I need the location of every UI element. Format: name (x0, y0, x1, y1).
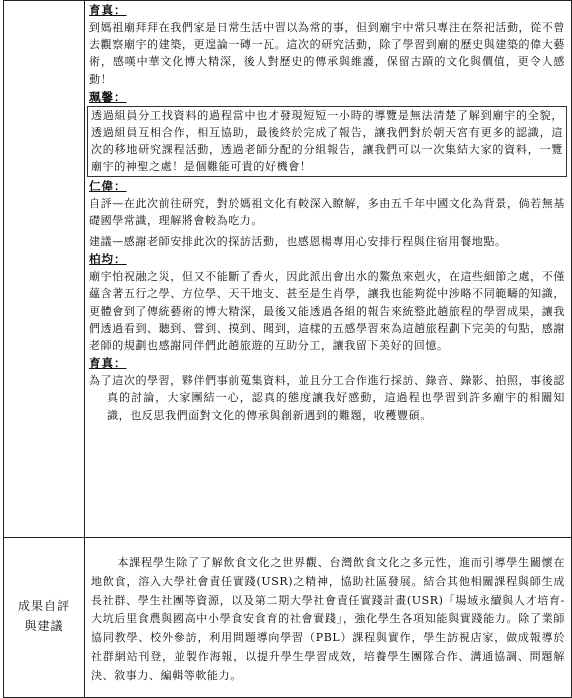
reflection-text: 為了這次的學習，夥伴們事前蒐集資料，並且分工合作進行採訪、錄音、錄影、拍照，事後認真的討論，大家團結一心，認真的態度讓我好感動，這過程也學習到許多廟宇的相關知識，也反思我們面對文化的傳承與創新遇到的難題，收穫豐碩。 (89, 374, 565, 422)
summary-label-cell (4, 538, 85, 698)
reflection-bojun (85, 252, 571, 354)
summary-row (4, 538, 572, 698)
report-table (3, 0, 572, 698)
reflection-content-cell (85, 1, 572, 538)
report-page (3, 0, 569, 693)
reflection-name: 育真： (89, 356, 127, 371)
reflection-renwei (85, 179, 571, 251)
summary-label (4, 538, 84, 693)
reflection-label-cell (4, 1, 85, 538)
reflection-name: 仁偉： (89, 178, 127, 193)
reflection-name: 育真： (89, 3, 127, 17)
reflection-yuzhen-2 (85, 356, 571, 424)
reflection-text: 透過組員分工找資料的過程當中也才發現短短一小時的導覽是無法清楚了解到廟宇的全貌，透過組員互相合作，相互協助，最後終於完成了報告，讓我們對於朝天宮有更多的認識，這次的移地研究課程活動，透過老師分配的分組報告，讓我們可以一次集結大家的資料，一覽廟宇的神聖之處！是個難能可貴的好機會！ (91, 108, 563, 174)
summary-content-cell (85, 538, 572, 698)
reflection-name: 柏均： (89, 252, 127, 267)
summary-text: 本課程學生除了了解飲食文化之世界觀、台灣飲食文化之多元性，進而引導學生關懷在地飲食，溶入大學社會責任實踐(USR)之精神，協助社區發展。結合其他相關課程與師生成長社群、學生社團等資源，以及第二期大學社會責任實踐計畫(USR)「場域永續與人才培育-大坑后里食農與國高中小學食安食育的社會實踐」，強化學生各項知能與實踐能力。除了業師協同教學、校外參訪，利用問題導向學習（PBL）課程與實作，學生訪視店家，做成報導於社群網站刊登，並製作海報，以提升學生學習成效，培養學生團隊合作、溝通協調、問題解決、敘事力、編輯等軟能力。 (91, 556, 565, 682)
reflection-text: 廟宇怕祝融之災，但又不能斷了香火，因此派出會出水的鰲魚來剋火，在這些細節之處，不僅蘊含著五行之學、方位學、天干地支、甚至是生肖學，讓我也能夠從中涉略不同範疇的知識，更體會到了傳統藝術的博大精深，最後又能透過各組的報告來統整此趟旅程的學習成果，讓我們透過看到、聽到、嘗到、摸到、聞到，這樣的五感學習來為這趟旅程劃下完美的句點，感謝老師的規劃也感謝同伴們此趟旅遊的互助分工，讓我留下美好的回憶。 (89, 270, 565, 353)
reflection-text: 到媽祖廟拜拜在我們家是日常生活中習以為常的事，但到廟宇中常只專注在祭祀活動，從不曾去觀察廟宇的建築，更遑論一磚一瓦。這次的研究活動，除了學習到廟的歷史與建築的偉大藝術，感嘆中華文化博大精深，後人對歷史的傳承與維護，保留古蹟的文化與價值，更令人感動！ (89, 21, 565, 86)
summary-label-line1: 成果自評 (17, 598, 70, 613)
reflection-row (4, 1, 572, 538)
reflection-peixin (85, 90, 571, 177)
reflection-self-eval: 自評—在此次前往研究，對於媽祖文化有較深入瞭解，多由五千年中國文化為背景，倘若無基礎國學常識，理解將會較為吃力。 (89, 196, 565, 227)
reflection-box (87, 106, 567, 177)
reflection-suggestion: 建議—感謝老師安排此次的探訪活動，也感恩楊專用心安排行程與住宿用餐地點。 (89, 235, 507, 249)
reflection-yuzhen-1 (85, 3, 571, 88)
reflection-name: 珮馨： (89, 89, 127, 104)
summary-label-line2: 與建議 (24, 618, 64, 633)
